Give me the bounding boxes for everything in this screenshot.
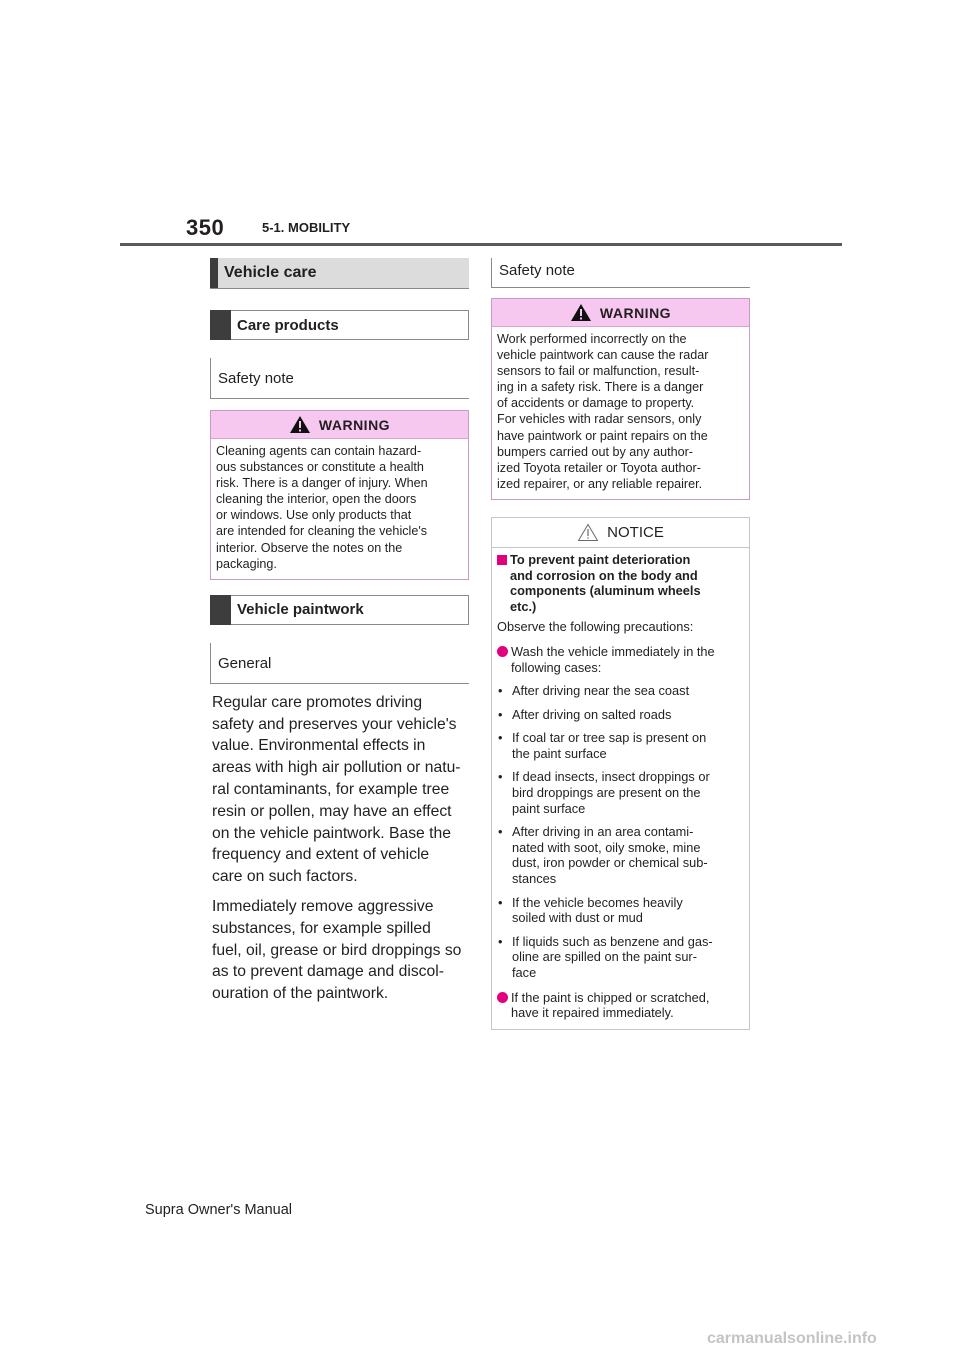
warning-box — [491, 298, 750, 500]
warning-line: Work performed incorrectly on the — [497, 332, 687, 346]
warning-header — [211, 411, 468, 439]
warning-header — [492, 299, 749, 327]
square-bullet-icon — [497, 555, 507, 565]
warning-label: WARNING — [599, 304, 672, 321]
warning-line: packaging. — [216, 556, 277, 571]
notice-label: NOTICE — [607, 523, 664, 541]
right-column — [491, 258, 750, 1030]
vehicle-paintwork-heading: Vehicle paintwork — [210, 595, 469, 625]
page-number: 350 — [186, 215, 225, 240]
paragraph: Immediately remove aggressive substances, for example spilled fuel, oil, grease or bird droppings so as to prevent damage and discol- ouration of the paintwork. — [212, 897, 462, 1003]
safety-note-heading: Safety note — [210, 358, 469, 399]
left-column — [210, 258, 469, 1005]
warning-line: ing in a safety risk. There is a danger — [497, 380, 704, 395]
footer-manual-title: Supra Owner's Manual — [145, 1202, 293, 1218]
warning-label: WARNING — [318, 416, 391, 433]
list-item: • If dead insects, insect droppings or bird droppings are present on the paint surface — [498, 769, 710, 816]
warning-line: sensors to fail or malfunction, result- — [497, 364, 700, 379]
header-rule — [120, 243, 842, 246]
warning-line: ized repairer, or any reliable repairer. — [497, 476, 703, 491]
list-item: • If liquids such as benzene and gas- oline are spilled on the paint sur- face — [498, 933, 713, 980]
warning-line: ized Toyota retailer or Toyota author- — [497, 460, 701, 475]
warning-text — [211, 439, 468, 579]
notice-item: If the paint is chipped or scratched, have it repaired immediately. — [497, 990, 744, 1021]
vehicle-care-heading: Vehicle care — [210, 258, 469, 289]
warning-triangle-icon — [289, 415, 311, 434]
warning-line: or windows. Use only products that — [216, 508, 412, 523]
list-item: • If coal tar or tree sap is present on the paint surface — [498, 730, 707, 761]
warning-line: For vehicles with radar sensors, only — [497, 412, 702, 427]
safety-note-heading: Safety note — [491, 258, 750, 288]
warning-line: risk. There is a danger of injury. When — [216, 476, 428, 491]
notice-header — [492, 518, 749, 548]
list-item: • After driving near the sea coast — [498, 683, 690, 699]
general-heading: General — [210, 643, 469, 684]
list-item: • If the vehicle becomes heavily soiled with dust or mud — [498, 894, 683, 926]
notice-body — [492, 548, 749, 1029]
circle-bullet-icon — [497, 646, 508, 657]
notice-heading: To prevent paint deterioration and corrosion on the body and components (aluminum wheels etc.) — [497, 552, 744, 614]
watermark: carmanualsonline.info — [707, 1330, 877, 1347]
warning-line: cleaning the interior, open the doors — [216, 492, 417, 507]
circle-bullet-icon — [497, 992, 508, 1003]
warning-line: interior. Observe the notes on the — [216, 540, 403, 555]
warning-triangle-icon — [570, 303, 592, 322]
warning-line: have paintwork or paint repairs on the — [497, 428, 708, 443]
general-body — [210, 692, 469, 1005]
warning-line: are intended for cleaning the vehicle's — [216, 524, 428, 539]
section-title: 5-1. MOBILITY — [262, 220, 351, 235]
warning-line: Cleaning agents can contain hazard- — [216, 444, 422, 458]
notice-intro: Observe the following precautions: — [497, 619, 694, 635]
care-products-heading: Care products — [210, 310, 469, 340]
warning-box — [210, 410, 469, 580]
paragraph: Regular care promotes driving safety and preserves your vehicle's value. Environmental effects in areas with high air pollution or natu- ral contaminants, for example tree resin or pollen, may have an effect on the vehicle paintwork. Base the frequency and extent of vehicle care on such factors. — [212, 693, 461, 886]
list-item: • After driving in an area contami- nated with soot, oily smoke, mine dust, iron powder or chemical sub- stances — [498, 824, 708, 887]
warning-line: vehicle paintwork can cause the radar — [497, 348, 709, 363]
warning-text — [492, 327, 749, 499]
warning-line: bumpers carried out by any author- — [497, 444, 694, 459]
notice-item: Wash the vehicle immediately in the following cases: — [497, 644, 744, 675]
warning-line: of accidents or damage to property. — [497, 396, 695, 411]
list-item: • After driving on salted roads — [498, 706, 672, 722]
notice-box — [491, 517, 750, 1030]
caution-triangle-icon — [577, 523, 599, 542]
warning-line: ous substances or constitute a health — [216, 460, 424, 475]
